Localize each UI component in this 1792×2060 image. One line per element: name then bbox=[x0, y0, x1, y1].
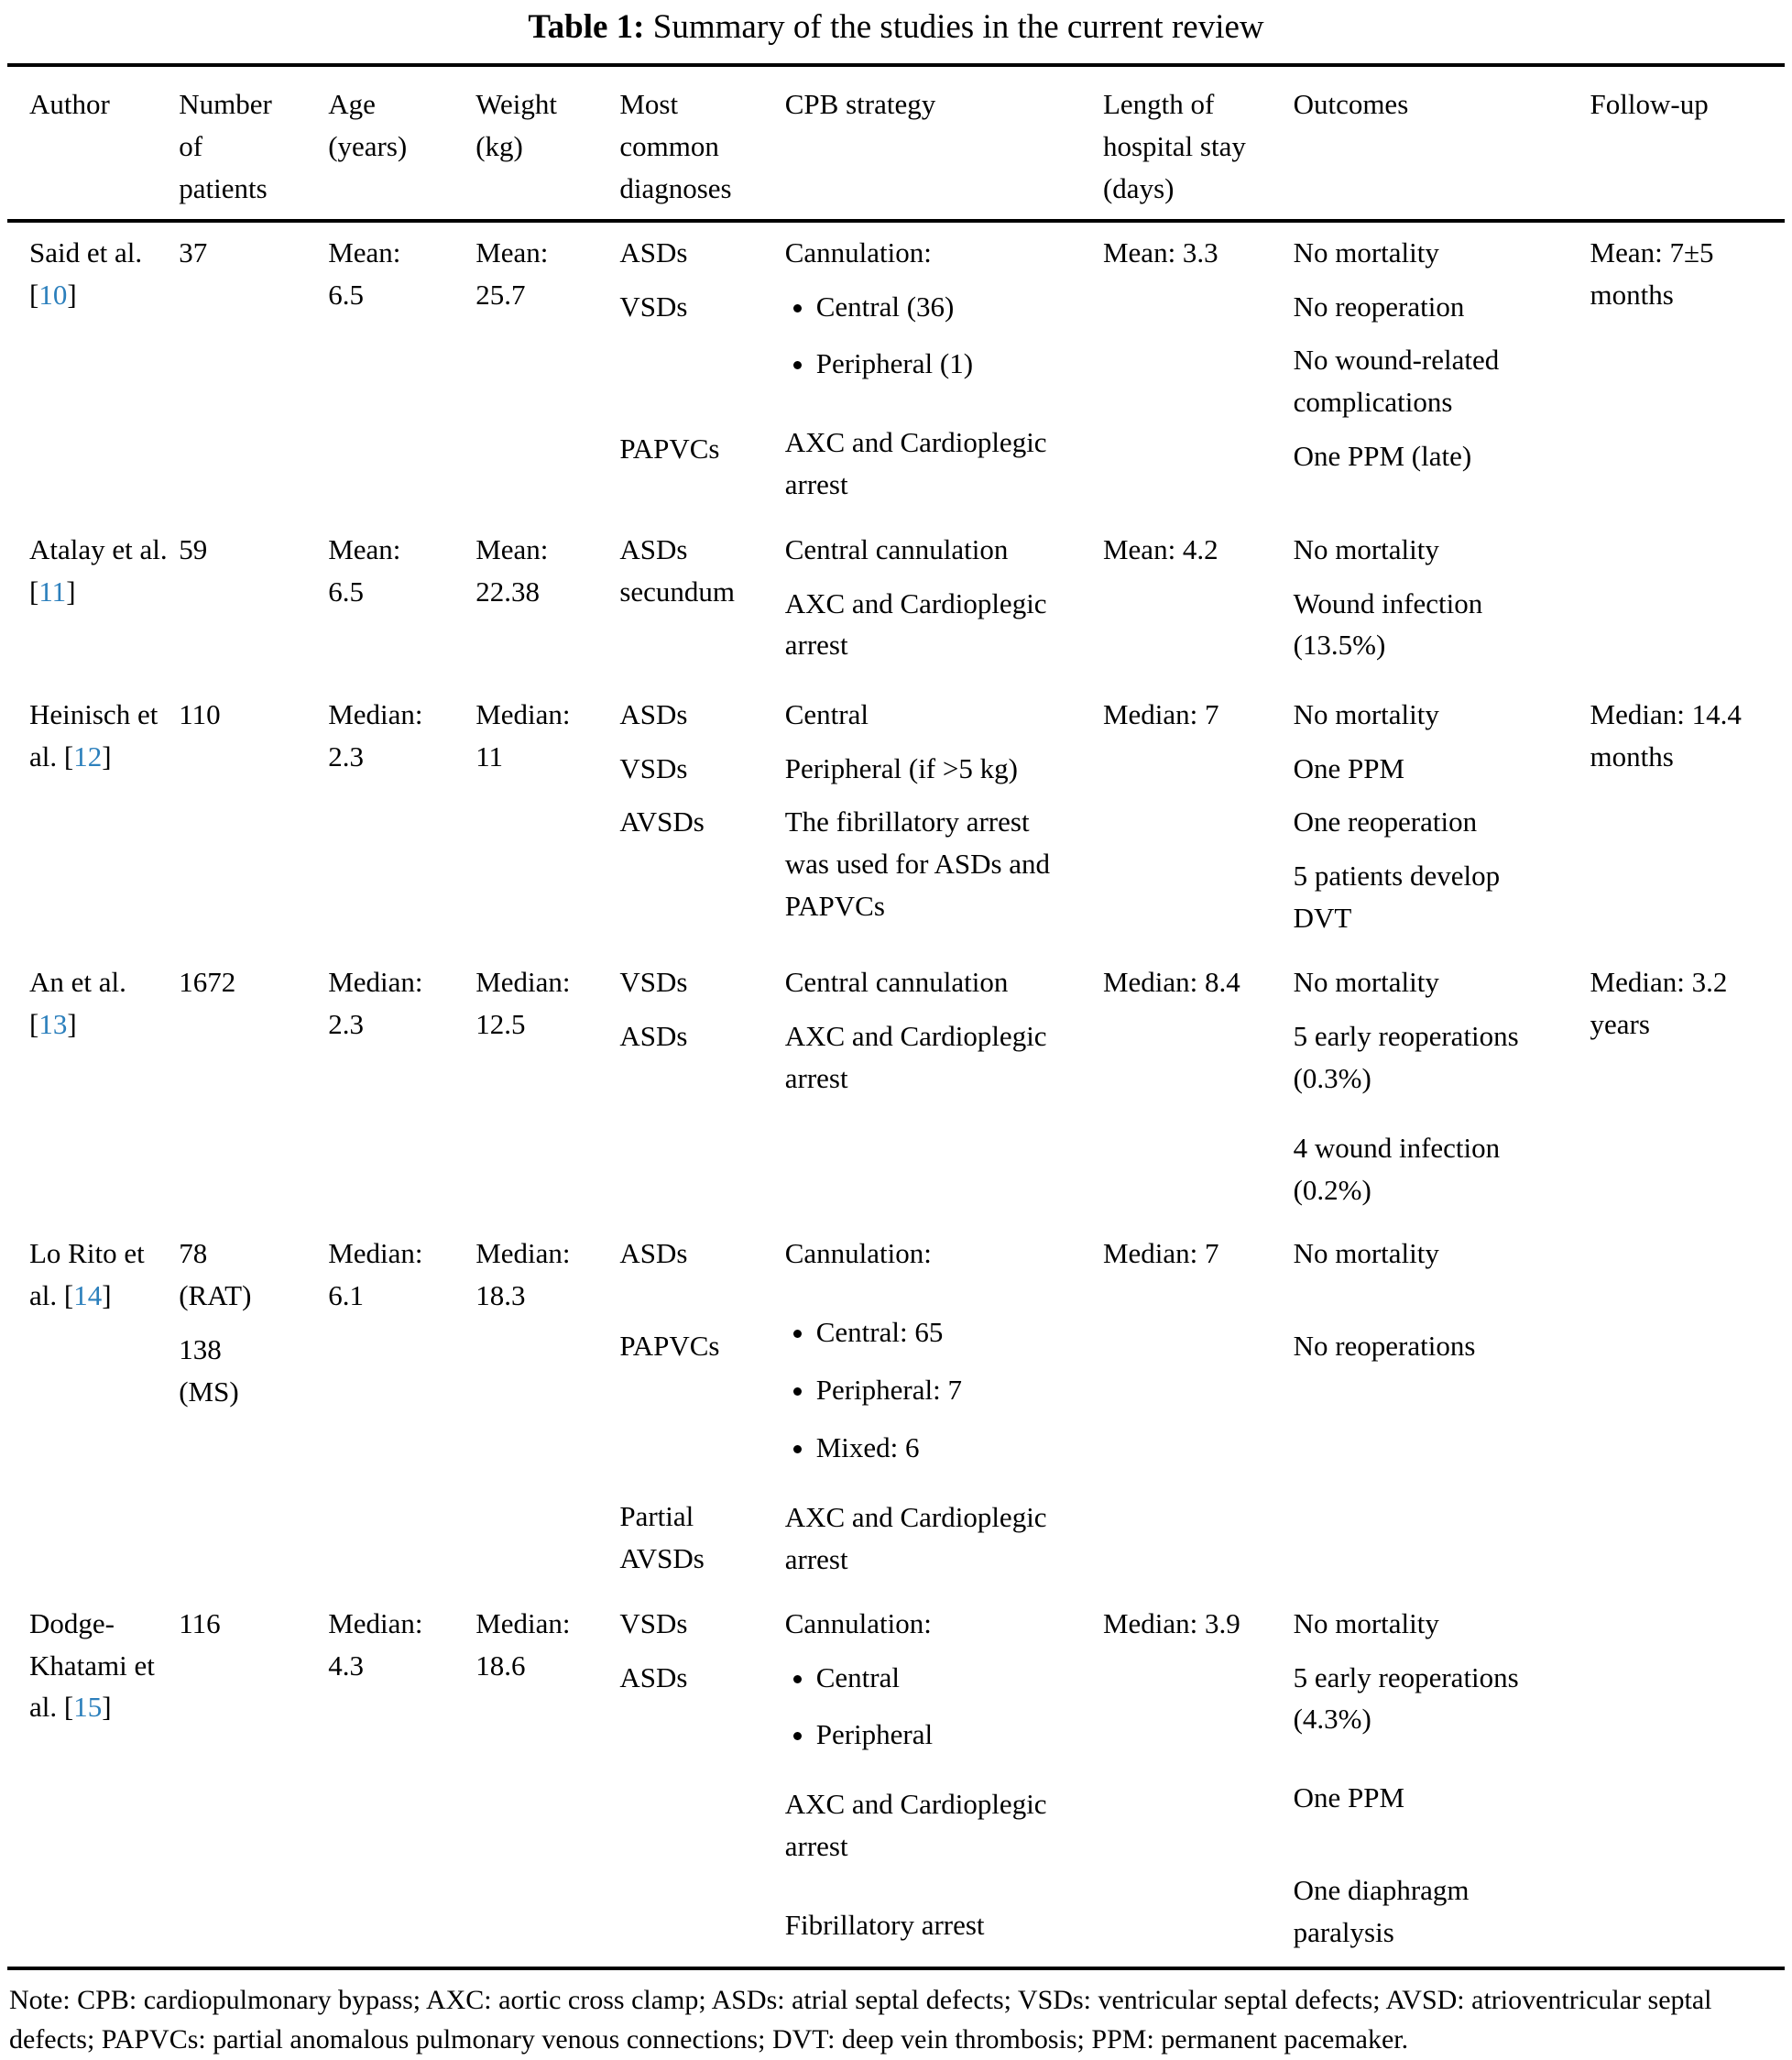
age-value: Median: 6.1 bbox=[328, 1237, 423, 1312]
followup-value: Mean: 7±5 months bbox=[1590, 236, 1714, 311]
diagnosis-item: PAPVCs bbox=[619, 1330, 720, 1363]
stay-value: Median: 7 bbox=[1102, 697, 1219, 730]
column-header-cpb-strategy: CPB strategy bbox=[784, 65, 1102, 221]
bullet-item: • Central: 65 bbox=[816, 1311, 1065, 1353]
outcome-item: One diaphragm paralysis bbox=[1293, 1874, 1470, 1948]
bullet-item: • Peripheral: 7 bbox=[816, 1369, 1065, 1411]
cell-hospital-stay bbox=[1102, 1594, 1293, 1968]
column-header-author: Author bbox=[7, 65, 178, 221]
cell-author bbox=[7, 221, 178, 520]
cell-age bbox=[327, 685, 475, 952]
author-name: Lo Rito et al. [14] bbox=[29, 1237, 145, 1312]
cell-patients bbox=[178, 1223, 327, 1593]
study-row-said bbox=[7, 221, 1785, 520]
cell-patients bbox=[178, 952, 327, 1223]
cpb-line: Fibrillatory arrest bbox=[784, 1909, 985, 1941]
cell-outcomes bbox=[1293, 685, 1590, 952]
author-name: Heinisch et al. [12] bbox=[29, 697, 158, 772]
patients-value: 1672 bbox=[179, 966, 236, 998]
table-caption-text: Summary of the studies in the current review bbox=[652, 8, 1264, 46]
cell-followup bbox=[1590, 952, 1785, 1223]
cell-cpb-strategy bbox=[784, 1223, 1102, 1593]
outcome-item: No mortality bbox=[1293, 236, 1439, 268]
study-row-lo-rito bbox=[7, 1223, 1785, 1593]
cell-age bbox=[327, 520, 475, 685]
cell-patients bbox=[178, 520, 327, 685]
stay-value: Mean: 4.2 bbox=[1102, 532, 1218, 565]
cell-age bbox=[327, 221, 475, 520]
cell-cpb-strategy bbox=[784, 685, 1102, 952]
weight-value: Mean: 22.38 bbox=[475, 532, 549, 608]
stay-value: Median: 7 bbox=[1102, 1237, 1219, 1270]
author-name: Dodge-Khatami et al. [15] bbox=[29, 1606, 155, 1724]
age-value: Median: 2.3 bbox=[328, 966, 423, 1040]
author-name: An et al. [13] bbox=[29, 966, 126, 1040]
bullet-item: • Mixed: 6 bbox=[816, 1427, 1065, 1469]
cell-author bbox=[7, 520, 178, 685]
citation-link[interactable]: 13 bbox=[38, 1007, 68, 1040]
cell-followup bbox=[1590, 520, 1785, 685]
outcome-item: No mortality bbox=[1293, 966, 1439, 998]
citation-link[interactable]: 14 bbox=[73, 1279, 103, 1312]
cpb-line: AXC and Cardioplegic arrest bbox=[784, 1500, 1047, 1575]
cell-weight bbox=[475, 1594, 618, 1968]
patients-value: 110 bbox=[179, 697, 221, 730]
cpb-line: Cannulation: bbox=[784, 1606, 932, 1639]
cell-followup bbox=[1590, 1594, 1785, 1968]
age-value: Median: 2.3 bbox=[328, 697, 423, 772]
author-name: Said et al. [10] bbox=[29, 236, 143, 311]
outcome-item: One reoperation bbox=[1293, 805, 1478, 838]
cell-cpb-strategy bbox=[784, 221, 1102, 520]
cell-author bbox=[7, 1594, 178, 1968]
cpb-bullet-list bbox=[785, 1311, 1065, 1469]
cell-outcomes bbox=[1293, 952, 1590, 1223]
cpb-line: AXC and Cardioplegic arrest bbox=[784, 586, 1047, 662]
cpb-line: Central bbox=[784, 697, 869, 730]
diagnosis-item: ASDs bbox=[619, 1237, 688, 1270]
diagnosis-item: VSDs bbox=[619, 1606, 688, 1639]
cpb-line: Cannulation: bbox=[784, 1237, 932, 1270]
cell-diagnoses bbox=[618, 221, 783, 520]
citation-link[interactable]: 12 bbox=[73, 740, 103, 772]
cpb-bullet-list bbox=[785, 1657, 1065, 1757]
study-row-an bbox=[7, 952, 1785, 1223]
column-header-hospital-stay: Length of hospital stay (days) bbox=[1102, 65, 1293, 221]
cpb-line: Cannulation: bbox=[784, 236, 932, 268]
outcome-item: No reoperations bbox=[1293, 1330, 1476, 1363]
bullet-item: • Central (36) bbox=[816, 286, 1065, 328]
outcome-item: No mortality bbox=[1293, 697, 1439, 730]
diagnosis-item: Partial AVSDs bbox=[619, 1500, 705, 1574]
patients-value: 78 (RAT) bbox=[179, 1237, 252, 1312]
citation: [13] bbox=[29, 1007, 77, 1040]
cell-followup bbox=[1590, 685, 1785, 952]
weight-value: Median: 18.6 bbox=[475, 1606, 571, 1682]
cell-cpb-strategy bbox=[784, 520, 1102, 685]
study-row-heinisch bbox=[7, 685, 1785, 952]
age-value: Mean: 6.5 bbox=[328, 532, 401, 608]
studies-summary-table bbox=[7, 63, 1785, 1970]
diagnosis-item: VSDs bbox=[619, 290, 688, 323]
diagnosis-item: VSDs bbox=[619, 966, 688, 998]
citation: [12] bbox=[63, 740, 112, 772]
cpb-bullet-list bbox=[785, 286, 1065, 386]
table-caption-label: Table 1: bbox=[528, 8, 645, 46]
cell-author bbox=[7, 1223, 178, 1593]
cell-cpb-strategy bbox=[784, 1594, 1102, 1968]
study-row-dodge-khatami bbox=[7, 1594, 1785, 1968]
outcome-item: 5 early reoperations (0.3%) bbox=[1293, 1019, 1519, 1094]
citation-link[interactable]: 10 bbox=[38, 278, 68, 311]
cell-hospital-stay bbox=[1102, 685, 1293, 952]
study-row-atalay bbox=[7, 520, 1785, 685]
cell-hospital-stay bbox=[1102, 221, 1293, 520]
cell-hospital-stay bbox=[1102, 1223, 1293, 1593]
age-value: Median: 4.3 bbox=[328, 1606, 423, 1682]
weight-value: Median: 12.5 bbox=[475, 966, 571, 1040]
cell-weight bbox=[475, 952, 618, 1223]
weight-value: Mean: 25.7 bbox=[475, 236, 549, 311]
cell-diagnoses bbox=[618, 952, 783, 1223]
header-row bbox=[7, 65, 1785, 221]
cell-outcomes bbox=[1293, 221, 1590, 520]
cpb-line: AXC and Cardioplegic arrest bbox=[784, 426, 1047, 501]
cell-diagnoses bbox=[618, 1223, 783, 1593]
cell-weight bbox=[475, 1223, 618, 1593]
cell-patients bbox=[178, 685, 327, 952]
outcome-item: No wound-related complications bbox=[1293, 344, 1500, 419]
outcome-item: No reoperation bbox=[1293, 290, 1465, 323]
outcome-item: One PPM bbox=[1293, 1781, 1405, 1814]
author-name: Atalay et al. [11] bbox=[29, 532, 168, 608]
patients-value: 37 bbox=[179, 236, 208, 268]
cell-hospital-stay bbox=[1102, 520, 1293, 685]
age-value: Mean: 6.5 bbox=[328, 236, 401, 311]
citation: [15] bbox=[63, 1691, 112, 1724]
bullet-item: • Peripheral bbox=[816, 1714, 1065, 1756]
diagnosis-item: ASDs bbox=[619, 1660, 688, 1693]
cell-author bbox=[7, 685, 178, 952]
cell-age bbox=[327, 1594, 475, 1968]
cell-diagnoses bbox=[618, 1594, 783, 1968]
outcome-item: No mortality bbox=[1293, 1606, 1439, 1639]
cell-diagnoses bbox=[618, 520, 783, 685]
weight-value: Median: 11 bbox=[475, 697, 571, 772]
followup-value: Median: 14.4 months bbox=[1590, 697, 1742, 772]
outcome-item: 4 wound infection (0.2%) bbox=[1293, 1131, 1501, 1206]
outcome-item: No mortality bbox=[1293, 532, 1439, 565]
outcome-item: Wound infection (13.5%) bbox=[1293, 586, 1483, 662]
followup-value: Median: 3.2 years bbox=[1590, 966, 1728, 1040]
patients-value: 59 bbox=[179, 532, 208, 565]
cpb-line: AXC and Cardioplegic arrest bbox=[784, 1788, 1047, 1863]
diagnosis-item: ASDs bbox=[619, 1019, 688, 1052]
cell-cpb-strategy bbox=[784, 952, 1102, 1223]
stay-value: Median: 3.9 bbox=[1102, 1606, 1240, 1639]
cell-age bbox=[327, 952, 475, 1223]
outcome-item: One PPM (late) bbox=[1293, 440, 1472, 473]
outcome-item: 5 patients develop DVT bbox=[1293, 860, 1501, 935]
cell-followup bbox=[1590, 221, 1785, 520]
column-header-weight: Weight (kg) bbox=[475, 65, 618, 221]
citation: [10] bbox=[29, 278, 77, 311]
cell-patients bbox=[178, 221, 327, 520]
citation-link[interactable]: 11 bbox=[38, 575, 67, 608]
cpb-line: The fibrillatory arrest was used for ASDs and PAPVCs bbox=[784, 805, 1051, 923]
cell-patients bbox=[178, 1594, 327, 1968]
cell-hospital-stay bbox=[1102, 952, 1293, 1223]
column-header-diagnoses: Most common diagnoses bbox=[618, 65, 783, 221]
table-footnote: Note: CPB: cardiopulmonary bypass; AXC: aortic cross clamp; ASDs: atrial septal defects; VSDs: ventricular septal defects; AVSD: atrioventricular septal defects; PAPVCs: partial anomalous pulmonary venous connections; DVT: deep vein thrombosis; PPM: permanent pacemaker. bbox=[9, 1984, 1712, 2055]
column-header-followup: Follow-up bbox=[1590, 65, 1785, 221]
table-caption bbox=[7, 7, 1785, 47]
patients-value: 138 (MS) bbox=[179, 1333, 239, 1408]
diagnosis-item: AVSDs bbox=[619, 805, 705, 838]
citation-link[interactable]: 15 bbox=[73, 1691, 103, 1724]
cell-diagnoses bbox=[618, 685, 783, 952]
citation: [14] bbox=[63, 1279, 112, 1312]
diagnosis-item: ASDs secundum bbox=[619, 532, 736, 608]
citation: [11] bbox=[29, 575, 76, 608]
cell-weight bbox=[475, 520, 618, 685]
weight-value: Median: 18.3 bbox=[475, 1237, 571, 1312]
cell-followup bbox=[1590, 1223, 1785, 1593]
diagnosis-item: PAPVCs bbox=[619, 433, 720, 466]
bullet-item: • Peripheral (1) bbox=[816, 343, 1065, 385]
cell-outcomes bbox=[1293, 1223, 1590, 1593]
cpb-line: Central cannulation bbox=[784, 966, 1009, 998]
cell-outcomes bbox=[1293, 1594, 1590, 1968]
cell-weight bbox=[475, 685, 618, 952]
column-header-patients: Number of patients bbox=[178, 65, 327, 221]
cell-weight bbox=[475, 221, 618, 520]
patients-value: 116 bbox=[179, 1606, 221, 1639]
cpb-line: Peripheral (if >5 kg) bbox=[784, 751, 1018, 784]
cpb-line: AXC and Cardioplegic arrest bbox=[784, 1019, 1047, 1094]
diagnosis-item: VSDs bbox=[619, 751, 688, 784]
cell-outcomes bbox=[1293, 520, 1590, 685]
cell-age bbox=[327, 1223, 475, 1593]
stay-value: Median: 8.4 bbox=[1102, 966, 1240, 998]
outcome-item: One PPM bbox=[1293, 751, 1405, 784]
diagnosis-item: ASDs bbox=[619, 236, 688, 268]
cpb-line: Central cannulation bbox=[784, 532, 1009, 565]
stay-value: Mean: 3.3 bbox=[1102, 236, 1218, 268]
column-header-outcomes: Outcomes bbox=[1293, 65, 1590, 221]
cell-author bbox=[7, 952, 178, 1223]
column-header-age: Age (years) bbox=[327, 65, 475, 221]
bullet-item: • Central bbox=[816, 1657, 1065, 1699]
outcome-item: 5 early reoperations (4.3%) bbox=[1293, 1660, 1519, 1736]
outcome-item: No mortality bbox=[1293, 1237, 1439, 1270]
diagnosis-item: ASDs bbox=[619, 697, 688, 730]
